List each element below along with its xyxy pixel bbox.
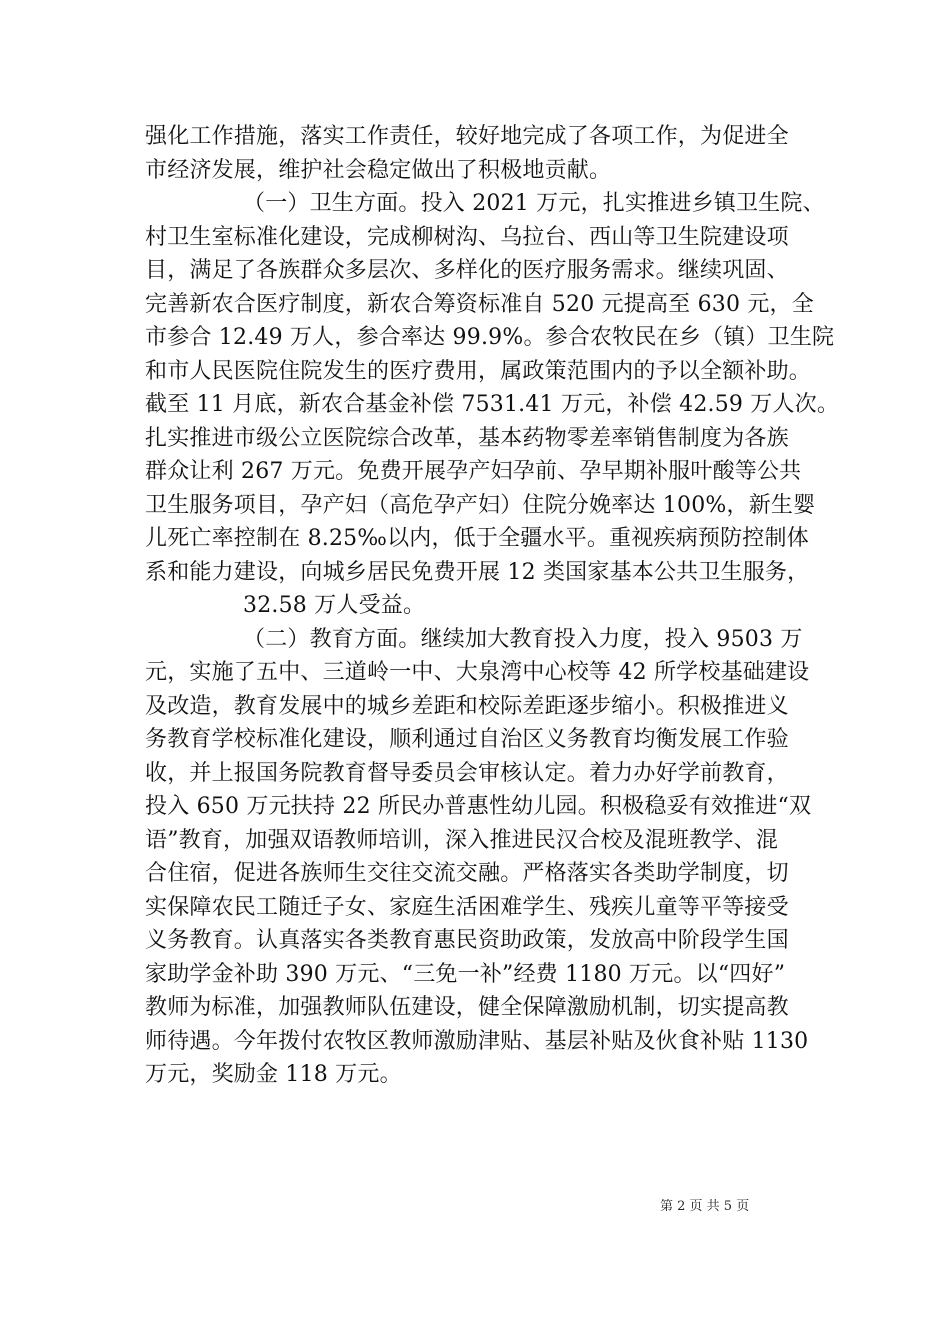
text-line: 师待遇。今年拨付农牧区教师激励津贴、基层补贴及伙食补贴 1130 [145,1028,809,1054]
text-line: 32.58 万人受益。 [243,593,426,618]
text-line: 卫生服务项目，孕产妇（高危孕产妇）住院分娩率达 100%，新生婴 [145,492,816,518]
text-line: 儿死亡率控制在 8.25‰以内，低于全疆水平。重视疾病预防控制体 [145,526,809,551]
text-line: 万元，奖励金 118 万元。 [145,1062,402,1087]
text-line: 合住宿，促进各族师生交往交流交融。严格落实各类助学制度，切 [145,861,789,886]
text-line: 扎实推进市级公立医院综合改革，基本药物零差率销售制度为各族 [145,425,789,451]
text-line: 目，满足了各族群众多层次、多样化的医疗服务需求。继续巩固、 [145,258,789,283]
text-line: 完善新农合医疗制度，新农合筹资标准自 520 元提高至 630 元，全 [145,291,814,317]
text-line: 和市人民医院住院发生的医疗费用，属政策范围内的予以全额补助。 [145,358,812,384]
page-number: 第 2 页 共 5 页 [660,1199,750,1214]
section-heading-health: （一）卫生方面。投入 2021 万元，扎实推进乡镇卫生院、 [243,191,825,216]
text-line: 截至 11 月底，新农合基金补偿 7531.41 万元，补偿 42.59 万人次。 [145,392,840,417]
section-heading-education: （二）教育方面。继续加大教育投入力度，投入 9503 万 [243,626,803,652]
text-line: 系和能力建设，向城乡居民免费开展 12 类国家基本公共卫生服务， [145,559,810,585]
text-line: 市参合 12.49 万人，参合率达 99.9%。参合农牧民在乡（镇）卫生院 [145,325,835,350]
text-line: 群众让利 267 万元。免费开展孕产妇孕前、孕早期补服叶酸等公共 [145,459,802,484]
text-line: 村卫生室标准化建设，完成柳树沟、乌拉台、西山等卫生院建设项 [145,224,789,250]
text-line: 实保障农民工随迁子女、家庭生活困难学生、残疾儿童等平等接受 [145,894,789,920]
text-line: 强化工作措施，落实工作责任，较好地完成了各项工作，为促进全 [145,124,789,149]
text-line: 义务教育。认真落实各类教育惠民资助政策，发放高中阶段学生国 [145,928,789,953]
text-line: 家助学金补助 390 万元、“三免一补”经费 1180 万元。以“四好” [145,961,786,987]
text-line: 收，并上报国务院教育督导委员会审核认定。着力办好学前教育， [145,760,789,786]
text-line: 投入 650 万元扶持 22 所民办普惠性幼儿园。积极稳妥有效推进“双 [145,794,812,819]
text-line: 及改造，教育发展中的城乡差距和校际差距逐步缩小。积极推进义 [145,693,789,719]
text-line: 务教育学校标准化建设，顺利通过自治区义务教育均衡发展工作验 [145,727,789,752]
text-line: 元，实施了五中、三道岭一中、大泉湾中心校等 42 所学校基础建设 [145,660,810,685]
text-line: 语”教育，加强双语教师培训，深入推进民汉合校及混班教学、混 [145,827,779,853]
text-line: 教师为标准，加强教师队伍建设，健全保障激励机制，切实提高教 [145,995,789,1020]
document-body [145,120,840,1092]
text-line: 市经济发展，维护社会稳定做出了积极地贡献。 [145,157,612,183]
